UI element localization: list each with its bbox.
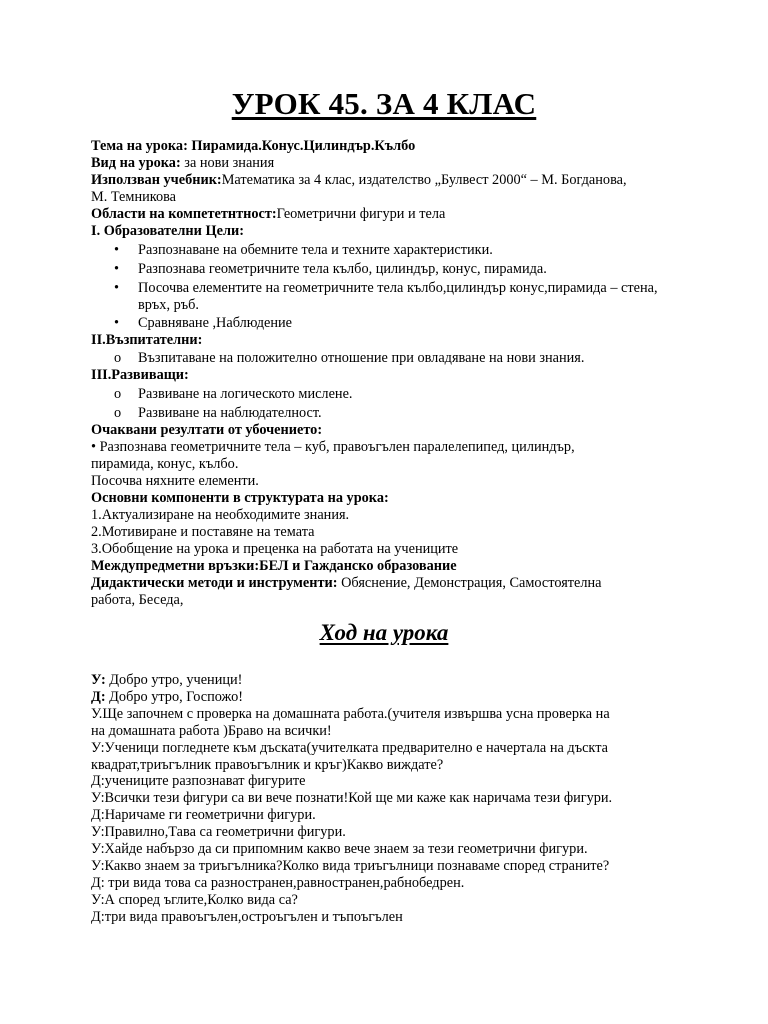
lesson-topic-label: Тема на урока: bbox=[91, 138, 188, 154]
circle-marker: o bbox=[114, 350, 122, 366]
edu-goal-item bbox=[91, 315, 691, 332]
edu-goal-item bbox=[91, 242, 691, 259]
dialog-line: Д:Наричаме ги геометрични фигури. bbox=[91, 807, 316, 824]
lesson-metadata bbox=[91, 138, 691, 609]
component-item: 1.Актуализиране на необходимите знания. bbox=[91, 507, 350, 523]
dialog-line: У:Правилно,Тава са геометрични фигури. bbox=[91, 824, 346, 841]
dialog-text: Добро утро, Госпожо! bbox=[105, 688, 243, 705]
dialog-line: Д: три вида това са разностранен,равностранен,рабнобедрен. bbox=[91, 874, 465, 891]
dialog-line bbox=[91, 672, 691, 689]
upbringing-heading: II.Възпитателни: bbox=[91, 332, 203, 348]
dialog-line: квадрат,триъгълник правоъгълник и кръг)Какво виждате? bbox=[91, 756, 444, 773]
bullet-marker: • bbox=[114, 280, 120, 296]
edu-goals-heading: I. Образователни Цели: bbox=[91, 223, 244, 239]
edu-goal-text: Разпознава геометричните тела кълбо, цилиндър, конус, пирамида. bbox=[138, 261, 547, 277]
dialog-line: У:А според ъглите,Колко вида са? bbox=[91, 891, 298, 908]
edu-goal-text: Разпознаване на обемните тела и техните характеристики. bbox=[138, 242, 493, 258]
bullet-marker: • bbox=[114, 315, 120, 331]
dialog-line: У:Ученици погледнете към дъската(учителката предварително е начертала на дъскта bbox=[91, 739, 608, 756]
page-title: УРОК 45. ЗА 4 КЛАС bbox=[231, 86, 537, 121]
lesson-type bbox=[91, 155, 691, 172]
circle-marker: o bbox=[114, 405, 122, 421]
competence-value: Геометрични фигури и тела bbox=[276, 206, 446, 222]
competence bbox=[91, 206, 691, 223]
bullet-marker: • bbox=[114, 261, 120, 277]
component-item: 2.Мотивиране и поставяне на темата bbox=[91, 524, 315, 540]
dialog-line: на домашната работа )Браво на всички! bbox=[91, 722, 332, 739]
edu-goal-text: Сравняване ,Наблюдение bbox=[138, 315, 293, 331]
textbook-label: Използван учебник: bbox=[91, 172, 222, 188]
component-item: 3.Обобщение на урока и преценка на работата на учениците bbox=[91, 541, 459, 557]
dialog-line: У:Всички тези фигури са ви вече познати!Кой ще ми каже как наричама тези фигури. bbox=[91, 790, 613, 807]
dialog-line: У.Ще започнем с проверка на домашната работа.(учителя извършва усна проверка на bbox=[91, 705, 610, 722]
developing-item bbox=[91, 386, 691, 403]
methods-value: Обяснение, Демонстрация, Самостоятелна bbox=[341, 575, 602, 591]
developing-heading: III.Развиващи: bbox=[91, 367, 189, 383]
dialog-line bbox=[91, 689, 691, 706]
speaker-label: У: bbox=[91, 672, 106, 688]
competence-label: Области на компететнтност: bbox=[91, 206, 277, 222]
edu-goal-text: Посочва елементите на геометричните тела кълбо,цилиндър конус,пирамида – стена, връх, ръб. bbox=[138, 280, 658, 313]
dialog-line: Д:учениците разпознават фигурите bbox=[91, 773, 306, 790]
developing-text: Развиване на логическото мислене. bbox=[138, 386, 353, 402]
lesson-dialog bbox=[91, 672, 691, 926]
course-heading: Ход на урока bbox=[319, 620, 449, 645]
developing-text: Развиване на наблюдателност. bbox=[138, 405, 322, 421]
interdisciplinary: Междупредметни връзки:БЕЛ и Гажданско образование bbox=[91, 558, 457, 574]
methods bbox=[91, 575, 691, 592]
textbook-value: Математика за 4 клас, издателство „Булвест 2000“ – М. Богданова, bbox=[221, 172, 627, 188]
results-text: • Разпознава геометричните тела – куб, правоъгълен паралелепипед, цилиндър, bbox=[91, 439, 575, 455]
components-heading: Основни компоненти в структурата на урока: bbox=[91, 490, 389, 506]
lesson-type-value: за нови знания bbox=[184, 155, 275, 171]
edu-goal-item bbox=[91, 261, 691, 278]
lesson-topic-value: Пирамида.Конус.Цилиндър.Кълбо bbox=[191, 138, 416, 154]
upbringing-item bbox=[91, 350, 691, 367]
circle-marker: o bbox=[114, 386, 122, 402]
results-heading: Очаквани резултати от убочението: bbox=[91, 422, 323, 438]
results-text: Посочва няхните елементи. bbox=[91, 473, 259, 489]
textbook bbox=[91, 172, 691, 189]
upbringing-text: Възпитаване на положително отношение при овладяване на нови знания. bbox=[138, 350, 585, 366]
lesson-type-label: Вид на урока: bbox=[91, 155, 181, 171]
edu-goal-item bbox=[91, 280, 678, 314]
textbook-authors: М. Темникова bbox=[91, 189, 177, 205]
results-text: пирамида, конус, кълбо. bbox=[91, 456, 239, 472]
bullet-marker: • bbox=[114, 242, 120, 258]
methods-continued: работа, Беседа, bbox=[91, 592, 184, 608]
methods-label: Дидактически методи и инструменти: bbox=[91, 575, 338, 591]
developing-item bbox=[91, 405, 691, 422]
lesson-topic bbox=[91, 138, 691, 155]
dialog-line: У:Какво знаем за триъгълника?Колко вида триъгълници познаваме според страните? bbox=[91, 857, 610, 874]
dialog-text: Добро утро, ученици! bbox=[105, 672, 243, 688]
speaker-label: Д: bbox=[91, 688, 106, 705]
dialog-line: Д:три вида правоъгълен,остроъгълен и тъпоъгълен bbox=[91, 908, 403, 925]
dialog-line: У:Хайде набързо да си припомним какво вече знаем за тези геометрични фигури. bbox=[91, 841, 588, 858]
